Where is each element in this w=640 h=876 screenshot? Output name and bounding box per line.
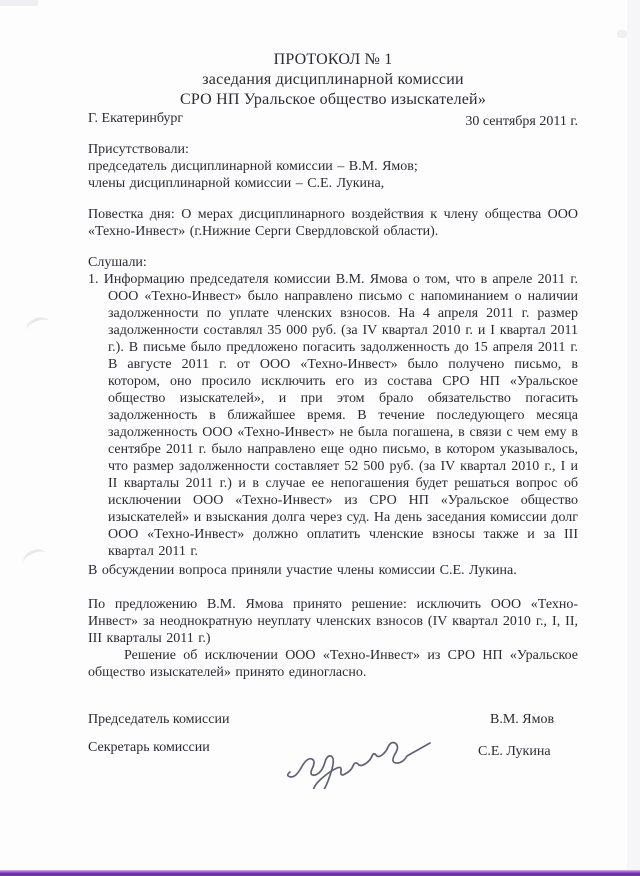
decision-paragraph-2: Решение об исключении ООО «Техно-Инвест» из СРО НП «Уральское общество изыскателей» принято единогласно. bbox=[88, 648, 578, 680]
document-title-block bbox=[88, 50, 578, 110]
document-content bbox=[88, 50, 578, 821]
agenda-paragraph: Повестка дня: О мерах дисциплинарного воздействия к члену общества ООО «Техно-Инвест» (г.Нижние Серги Свердловской области). bbox=[88, 207, 578, 239]
handwritten-signature-scribble bbox=[283, 729, 443, 789]
scan-shadow-right-edge bbox=[627, 0, 640, 876]
attendee-line-chairman: председатель дисциплинарной комиссии – В.М. Ямов; bbox=[88, 159, 418, 174]
hole-punch-smudge-bottom bbox=[21, 546, 49, 570]
signature-role-chairman: Председатель комиссии bbox=[88, 712, 230, 727]
signature-name-chairman: В.М. Ямов bbox=[490, 712, 555, 727]
attendees-heading: Присутствовали: bbox=[88, 142, 189, 157]
heard-heading: Слушали: bbox=[88, 255, 147, 270]
heard-item-1: 1. Информацию председателя комиссии В.М. Ямова о том, что в апреле 2011 г. ООО «Техно-Инвест» было направлено письмо с напоминанием о наличии задолженности по уплате членских взносов. На 4 апреля 2011 г. размер задолженности составлял 35 000 руб. (за IV квартал 2010 г. и I квартал 2011 г.). В письме было предложено погасить задолженность до 15 апреля 2011 г. В августе 2011 г. от ООО «Техно-Инвест» было получено письмо, в котором, оно просило исключить его из состава СРО НП «Уральское общество изыскателей», и при этом брало обязательство погасить задолженность в ближайшее время. В течение последующего месяца задолженность ООО «Техно-Инвест» не была погашена, в связи с чем ему в сентябре 2011 г. было направлено еще одно письмо, в котором указывалось, что размер задолженности составляет 52 500 руб. (за IV квартал 2010 г., I и II кварталы 2011 г.) и в случае ее непогашения будет решаться вопрос об исключении ООО «Техно-Инвест» из СРО НП «Уральское общество изыскателей» и взыскания долга через суд. На день заседания комиссии долг ООО «Техно-Инвест» должно оплатить членские взносы также и за III квартал 2011 г. bbox=[88, 272, 578, 559]
scan-artifact-top-right bbox=[617, 30, 627, 38]
city-label: Г. Екатеринбург bbox=[88, 111, 184, 126]
protocol-number-title: ПРОТОКОЛ № 1 bbox=[273, 51, 393, 68]
decision-paragraph-1: По предложению В.М. Ямова принято решение: исключить ООО «Техно-Инвест» за неоднократную неуплату членских взносов (IV квартал 2010 г., I, II, III кварталы 2011 г.) bbox=[88, 597, 578, 646]
title-subline-commission: заседания дисциплинарной комиссии bbox=[202, 71, 464, 88]
scan-artifact-top-left bbox=[0, 0, 38, 6]
title-subline-organization: СРО НП Уральское общество изыскателей» bbox=[179, 91, 487, 108]
city-date-row bbox=[88, 110, 578, 130]
discussion-paragraph: В обсуждении вопроса приняли участие члены комиссии С.Е. Лукина. bbox=[88, 563, 517, 578]
scanner-edge-bar bbox=[0, 870, 640, 876]
signature-block bbox=[88, 711, 578, 821]
signature-role-secretary: Секретарь комиссии bbox=[88, 740, 210, 755]
attendee-line-members: члены дисциплинарной комиссии – С.Е. Лукина, bbox=[88, 176, 385, 191]
signature-name-secretary: С.Е. Лукина bbox=[478, 744, 551, 759]
date-label: 30 сентября 2011 г. bbox=[465, 114, 578, 129]
hole-punch-smudge-top bbox=[24, 314, 52, 338]
